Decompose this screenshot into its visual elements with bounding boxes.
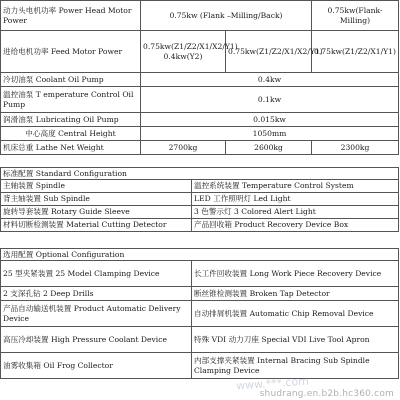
standard-item-left: 旋转导套装置 Rotary Guide Sleeve bbox=[1, 206, 192, 219]
optional-config-row bbox=[1, 353, 399, 379]
standard-config-header-row bbox=[1, 168, 399, 180]
spec-value-temp-pump: 0.1kw bbox=[141, 87, 399, 113]
optional-config-title: 选用配置 Optional Configuration bbox=[1, 249, 399, 261]
watermark-url: www.***.com bbox=[235, 374, 310, 393]
spec-value-power-head-1: 0.75kw (Flank –Milling/Back) bbox=[141, 1, 312, 31]
standard-config-row bbox=[1, 180, 399, 193]
spec-label-feed-motor: 进给电机功率 Feed Motor Power bbox=[1, 31, 141, 73]
optional-config-row bbox=[1, 261, 399, 287]
standard-config-table bbox=[0, 167, 399, 232]
standard-item-left: 材料切断检测装置 Material Cutting Detector bbox=[1, 219, 192, 232]
optional-config-header-row bbox=[1, 249, 399, 261]
standard-config-row bbox=[1, 219, 399, 232]
standard-item-right: 产品回收箱 Product Recovery Device Box bbox=[192, 219, 399, 232]
optional-item-right: 断丝锥检测装置 Broken Tap Detector bbox=[192, 287, 399, 301]
standard-config-title: 标准配置 Standard Configuration bbox=[1, 168, 399, 180]
spec-row-net-weight bbox=[1, 141, 399, 155]
spec-label-central-height: 中心高度 Central Height bbox=[1, 127, 141, 141]
optional-item-right: 特殊 VDI 动力刀座 Special VDI Live Tool Apron bbox=[192, 327, 399, 353]
spec-value-coolant-pump: 0.4kw bbox=[141, 73, 399, 87]
spec-value-feed-motor-3: 0.75kw(Z1/Z2/X1/Y1) bbox=[312, 31, 399, 73]
spec-value-net-weight-2: 2600kg bbox=[226, 141, 312, 155]
optional-item-left: 25 型夹紧装置 25 Model Clamping Device bbox=[1, 261, 192, 287]
optional-config-row bbox=[1, 327, 399, 353]
standard-item-right: 3 色警示灯 3 Colored Alert Light bbox=[192, 206, 399, 219]
spec-row-temp-pump bbox=[1, 87, 399, 113]
spec-value-lube-pump: 0.015kw bbox=[141, 113, 399, 127]
spec-value-net-weight-3: 2300kg bbox=[312, 141, 399, 155]
spec-table bbox=[0, 0, 399, 155]
spec-label-coolant-pump: 冷切油泵 Coolant Oil Pump bbox=[1, 73, 141, 87]
optional-item-left: 油雾收集箱 Oil Frog Collector bbox=[1, 353, 192, 379]
spec-value-feed-motor-1: 0.75kw(Z1/Z2/X1/X2/Y1) 0.4kw(Y2) bbox=[141, 31, 226, 73]
spec-row-coolant-pump bbox=[1, 73, 399, 87]
optional-item-left: 2 支深孔钻 2 Deep Drills bbox=[1, 287, 192, 301]
spec-row-central-height bbox=[1, 127, 399, 141]
spec-label-power-head: 动力头电机功率 Power Head Motor Power bbox=[1, 1, 141, 31]
optional-item-left: 高压冷却装置 High Pressure Coolant Device bbox=[1, 327, 192, 353]
spec-label-lube-pump: 润滑油泵 Lubricating Oil Pump bbox=[1, 113, 141, 127]
standard-config-row bbox=[1, 206, 399, 219]
spec-value-feed-motor-2: 0.75kw(Z1/Z2/X1/X2/Y1) bbox=[226, 31, 312, 73]
spec-value-net-weight-1: 2700kg bbox=[141, 141, 226, 155]
standard-item-left: 背主轴装置 Sub Spindle bbox=[1, 193, 192, 206]
optional-config-row bbox=[1, 301, 399, 327]
watermark: shudrang.en.b2b.hc360.com bbox=[259, 389, 394, 399]
optional-item-left: 产品自动输送机装置 Product Automatic Delivery Device bbox=[1, 301, 192, 327]
spec-label-net-weight: 机床总重 Lathe Net Weight bbox=[1, 141, 141, 155]
optional-config-row bbox=[1, 287, 399, 301]
spec-label-temp-pump: 温控油泵 T emperature Control Oil Pump bbox=[1, 87, 141, 113]
standard-item-left: 主轴装置 Spindle bbox=[1, 180, 192, 193]
spec-row-lube-pump bbox=[1, 113, 399, 127]
optional-item-right: 自动排屑机装置 Automatic Chip Removal Device bbox=[192, 301, 399, 327]
optional-config-table bbox=[0, 248, 399, 379]
optional-item-right: 长工件回收装置 Long Work Piece Recovery Device bbox=[192, 261, 399, 287]
optional-item-right: 内部支撑夹紧装置 Internal Bracing Sub Spindle Clamping Device bbox=[192, 353, 399, 379]
spec-value-central-height: 1050mm bbox=[141, 127, 399, 141]
standard-item-right: LED 工作照明灯 Led Light bbox=[192, 193, 399, 206]
spec-row-feed-motor bbox=[1, 31, 399, 73]
standard-item-right: 温控系统装置 Temperature Control System bbox=[192, 180, 399, 193]
spec-value-power-head-2: 0.75kw(Flank-Milling) bbox=[312, 1, 399, 31]
standard-config-row bbox=[1, 193, 399, 206]
spec-row-power-head bbox=[1, 1, 399, 31]
